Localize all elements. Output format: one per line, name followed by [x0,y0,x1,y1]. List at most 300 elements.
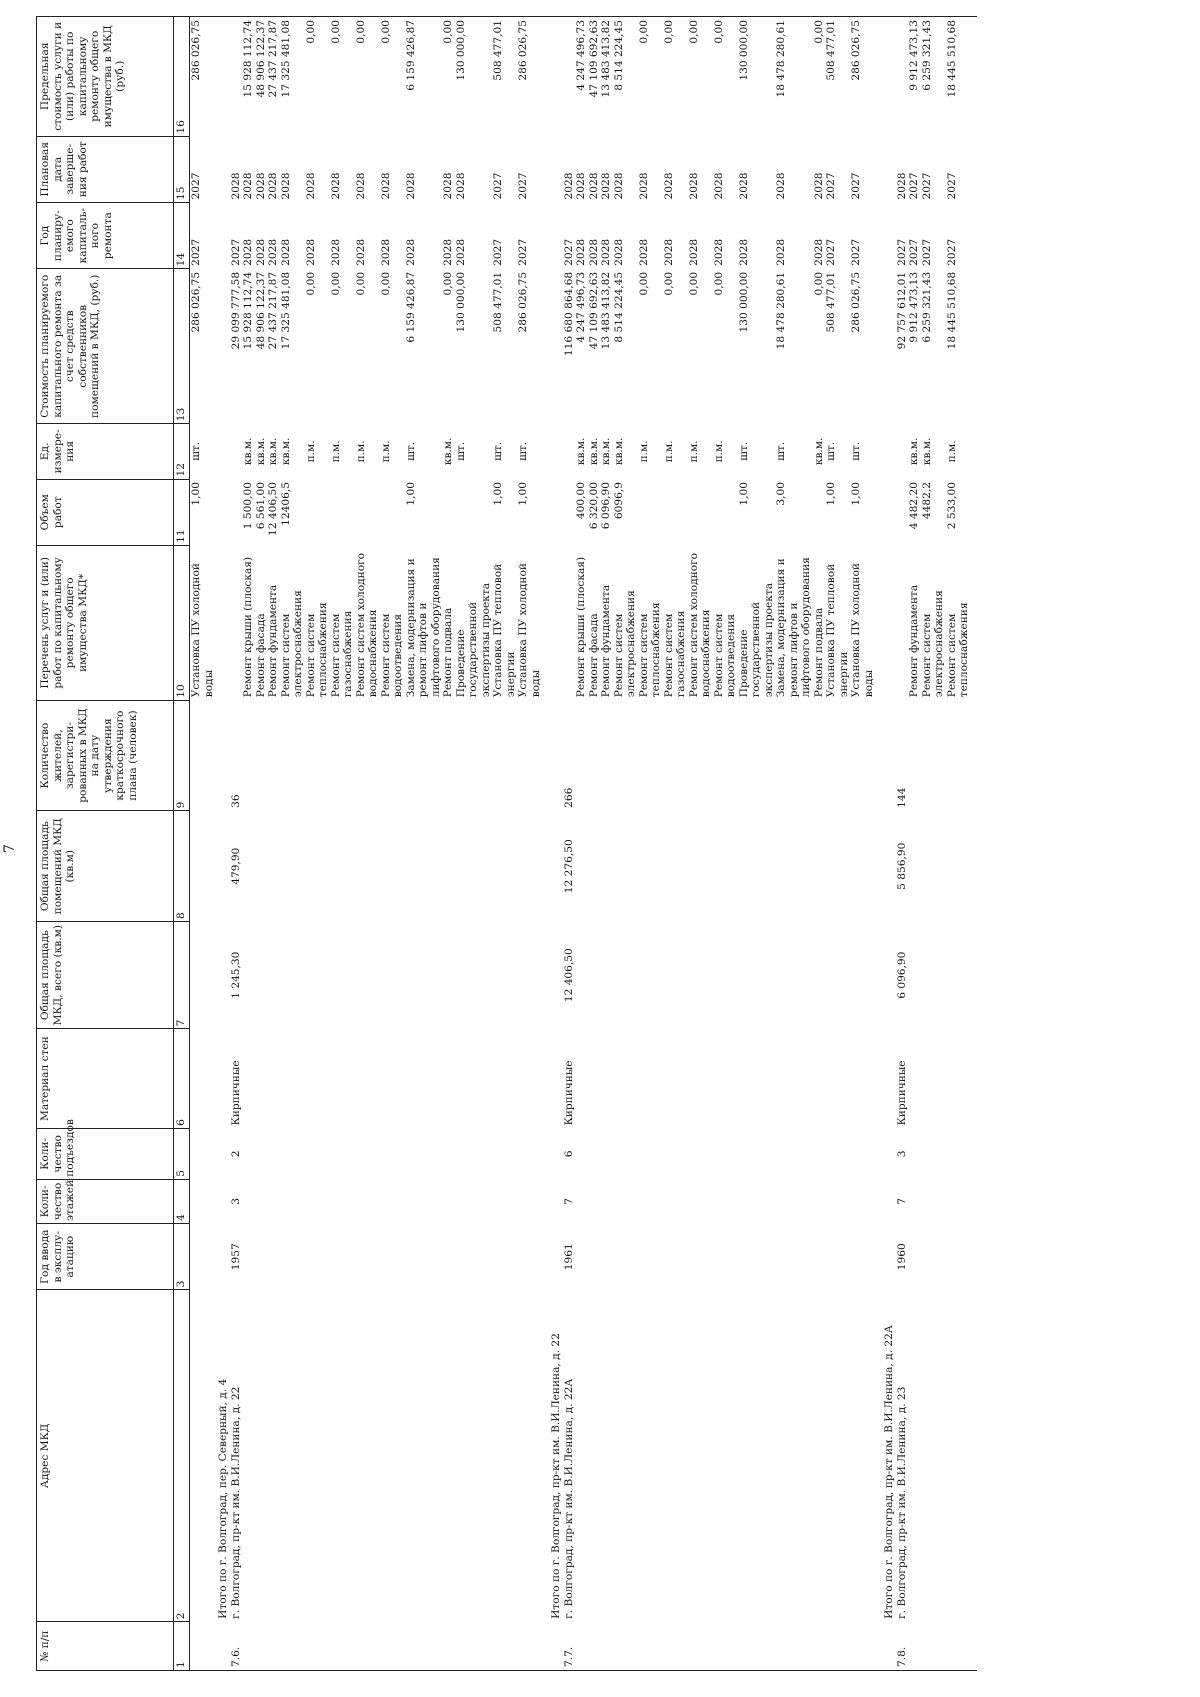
column-number: 13 [174,269,190,424]
empty-cell [405,1290,443,1622]
empty-cell [971,269,977,424]
work-name: Ремонт систем газоснабжения [329,610,354,698]
empty-cell [881,202,896,268]
work-unit: кв.м. [812,437,825,466]
empty-cell [517,1290,542,1622]
work-year: 2028 [279,238,292,266]
empty-cell [190,811,216,922]
work-year: 2028 [575,238,587,266]
empty-cell [881,1128,896,1179]
work-row [638,17,663,1671]
empty-cell [638,811,663,922]
empty-cell [517,700,542,811]
empty-cell [688,811,713,922]
work-unit: шт. [825,441,837,461]
work-year: 2028 [442,238,454,266]
empty-cell [713,811,738,922]
work-row [713,17,738,1671]
column-number: 7 [174,922,190,1029]
empty-cell [971,1224,977,1290]
empty-cell [492,922,517,1029]
empty-cell [881,922,896,1029]
work-name: Ремонт систем электроснабжения [279,590,304,698]
empty-cell [517,1224,542,1290]
work-row [775,17,813,1671]
work-year: 2027 [190,238,202,266]
house-area-rooms: 5 856,90 [895,842,908,890]
empty-cell [548,136,563,202]
work-cost: 0,00 [712,271,725,296]
empty-cell [881,136,896,202]
work-name: Ремонт подвала [442,607,454,698]
work-year: 2028 [812,238,825,266]
work-name: Ремонт фундамента [908,584,920,698]
work-volume [305,479,330,545]
empty-cell [455,1224,493,1290]
work-cost: 0,00 [662,271,675,296]
empty-cell [638,700,663,811]
empty-cell [215,700,230,811]
empty-cell [850,1290,875,1622]
empty-cell [563,545,576,700]
house-residents: 266 [562,787,575,808]
empty-cell [215,1224,230,1290]
empty-cell [908,1224,921,1290]
work-date: 2028 [404,172,417,200]
empty-cell [850,811,875,922]
work-cost: 0,00 [442,271,454,296]
house-number: 7.7. [563,1622,576,1671]
work-unit: кв.м. [267,437,279,466]
empty-cell [267,1179,280,1223]
empty-cell [813,922,826,1029]
work-cost: 17 325 481,08 [279,271,292,350]
empty-cell [971,922,977,1029]
work-volume [813,479,826,545]
empty-cell [280,811,305,922]
work-unit: п.м. [304,440,317,463]
empty-cell [713,1128,738,1179]
empty-cell [908,1029,921,1129]
work-date: 2028 [454,172,467,200]
work-unit: кв.м. [575,437,587,466]
work-name: Ремонт фасада [587,613,600,698]
empty-cell [825,700,850,811]
empty-cell [738,1029,776,1129]
house-material: Кирпичные [562,1060,575,1126]
column-header: Общая площадь МКД, всего (кв.м) [37,922,174,1029]
empty-cell [638,922,663,1029]
work-name: Ремонт систем водоотведения [712,613,737,698]
work-unit: кв.м. [279,437,292,466]
work-date: 2028 [737,172,750,200]
house-address: г. Волгоград, пр-кт им. В.И.Ленина, д. 23 [895,1386,908,1619]
empty-cell [442,1029,455,1129]
empty-cell [405,1224,443,1290]
empty-cell [600,922,613,1029]
empty-cell [613,922,638,1029]
empty-cell [280,1290,305,1622]
work-volume [688,479,713,545]
empty-cell [215,1179,230,1223]
empty-cell [713,700,738,811]
work-name: Замена, модернизация и ремонт лифтов и лифтового оборудования [404,557,442,698]
work-row [825,17,850,1671]
empty-cell [775,922,813,1029]
work-row [455,17,493,1671]
empty-cell [896,17,909,137]
empty-cell [896,479,909,545]
house-cost-total: 116 680 864,68 [562,271,575,357]
empty-cell [588,1622,601,1671]
empty-cell [215,424,230,479]
empty-cell [688,1029,713,1129]
empty-cell [908,811,921,922]
empty-cell [455,1290,493,1622]
work-limit: 0,00 [663,17,688,137]
empty-cell [921,1622,946,1671]
work-volume: 6096,9 [612,482,625,520]
empty-cell [230,17,243,137]
empty-cell [215,922,230,1029]
work-year: 2027 [945,238,958,266]
work-limit: 0,00 [813,17,826,137]
empty-cell [267,811,280,922]
work-year: 2027 [908,238,920,266]
house-row [230,17,243,1671]
work-year: 2027 [920,238,933,266]
house-number: 7.8. [896,1622,909,1671]
work-name: Ремонт систем электроснабжения [612,590,637,698]
empty-cell [330,922,355,1029]
work-year: 2027 [492,238,504,266]
empty-cell [548,424,563,479]
empty-cell [305,1179,330,1223]
empty-cell [881,1224,896,1290]
work-date: 2028 [612,172,625,200]
empty-cell [575,1224,588,1290]
empty-cell [517,922,542,1029]
empty-cell [380,922,405,1029]
empty-cell [638,1179,663,1223]
work-cost: 0,00 [329,271,342,296]
empty-cell [663,1179,688,1223]
house-entrances: 2 [229,1150,242,1158]
work-name: Ремонт систем теплоснабжения [945,602,970,698]
empty-cell [600,1179,613,1223]
empty-cell [563,17,576,137]
empty-cell [908,1622,921,1671]
empty-cell [215,811,230,922]
empty-cell [330,1179,355,1223]
empty-cell [638,1128,663,1179]
empty-cell [280,1179,305,1223]
empty-cell [267,1128,280,1179]
empty-cell [455,1179,493,1223]
empty-cell [215,545,230,700]
empty-cell [355,1290,380,1622]
empty-cell [813,1128,826,1179]
work-volume: 6 320,00 [587,482,600,530]
total-label: Итого по г. Волгоград, пр-кт им. В.И.Ленина, д. 22А [883,1325,895,1619]
empty-cell [355,1029,380,1129]
work-date: 2027 [908,172,920,200]
empty-cell [215,479,230,545]
work-date: 2028 [600,172,612,200]
work-volume: 1,00 [850,482,862,506]
work-row [613,17,638,1671]
house-area-rooms: 12 276,50 [562,839,575,894]
empty-cell [588,1290,601,1622]
column-header: № п/п [37,1622,174,1671]
empty-cell [600,700,613,811]
column-header: Адрес МКД [37,1290,174,1622]
work-unit: кв.м. [254,437,267,466]
work-unit: п.м. [945,440,958,463]
empty-cell [688,922,713,1029]
work-volume: 1 500,00 [242,482,254,530]
empty-cell [825,922,850,1029]
work-year: 2028 [687,238,700,266]
empty-cell [548,1029,563,1129]
work-limit: 13 483 413,82 [600,17,613,137]
empty-cell [492,1622,517,1671]
work-limit: 0,00 [380,17,405,137]
empty-cell [548,1622,563,1671]
empty-cell [190,1290,216,1622]
column-number: 4 [174,1179,190,1223]
work-volume [663,479,688,545]
work-date: 2028 [354,172,367,200]
work-row [600,17,613,1671]
empty-cell [242,1128,255,1179]
work-year: 2028 [329,238,342,266]
empty-cell [738,1622,776,1671]
empty-cell [355,811,380,922]
empty-cell [442,1224,455,1290]
work-row [190,17,216,1671]
empty-cell [881,424,896,479]
empty-cell [613,1029,638,1129]
empty-cell [380,700,405,811]
empty-cell [825,1224,850,1290]
empty-cell [405,1179,443,1223]
work-name: Установка ПУ холодной воды [850,563,875,698]
empty-cell [881,1179,896,1223]
empty-cell [881,1622,896,1671]
work-year: 2028 [712,238,725,266]
empty-cell [825,1622,850,1671]
empty-cell [405,811,443,922]
empty-cell [255,1179,268,1223]
empty-cell [255,1290,268,1622]
total-row [215,17,230,1671]
work-volume [442,479,455,545]
table-body [190,17,977,1671]
work-row [575,17,588,1671]
work-year: 2027 [850,238,862,266]
empty-cell [588,811,601,922]
house-area-total: 12 406,50 [562,948,575,1003]
work-date: 2028 [775,172,787,200]
empty-cell [280,1029,305,1129]
empty-cell [825,1290,850,1622]
column-header: Предельная стоимость услуги и (или) работы по капитальному ремонту общего имущества в МКД (руб.) [37,17,174,137]
work-limit: 0,00 [713,17,738,137]
empty-cell [946,811,971,922]
work-cost: 286 026,75 [850,271,862,333]
column-number: 3 [174,1224,190,1290]
column-header: Количество жителей, зарегистри-рованных в МКД на дату утверждения краткосрочного плана (человек) [37,700,174,811]
empty-cell [230,545,243,700]
empty-cell [813,1029,826,1129]
empty-cell [971,700,977,811]
work-date: 2027 [492,172,504,200]
empty-cell [713,922,738,1029]
total-row [548,17,563,1671]
column-number: 12 [174,424,190,479]
empty-cell [380,1622,405,1671]
empty-cell [588,1029,601,1129]
work-name: Ремонт фасада [254,613,267,698]
empty-cell [971,1128,977,1179]
empty-cell [600,1128,613,1179]
column-header: Год планиру-емого капиталь-ного ремонта [37,202,174,268]
work-cost: 15 928 112,74 [242,271,254,350]
empty-cell [455,1029,493,1129]
work-row [738,17,776,1671]
empty-cell [575,1290,588,1622]
empty-cell [190,1128,216,1179]
empty-cell [850,1224,875,1290]
empty-cell [442,1290,455,1622]
work-volume [455,479,493,545]
empty-cell [775,1179,813,1223]
empty-cell [492,1179,517,1223]
empty-cell [946,1029,971,1129]
empty-cell [215,136,230,202]
empty-cell [242,1290,255,1622]
work-limit: 6 159 426,87 [405,17,443,137]
work-name: Замена, модернизация и ремонт лифтов и лифтового оборудования [775,557,812,698]
work-name: Ремонт систем газоснабжения [662,610,687,698]
empty-cell [492,1224,517,1290]
work-unit: п.м. [687,440,700,463]
column-number: 9 [174,700,190,811]
house-material: Кирпичные [229,1060,242,1126]
empty-cell [355,1224,380,1290]
empty-cell [896,545,909,700]
work-row [330,17,355,1671]
empty-cell [267,1224,280,1290]
empty-cell [330,700,355,811]
column-number: 2 [174,1290,190,1622]
work-volume [380,479,405,545]
work-name: Ремонт фундамента [600,584,612,698]
work-row [850,17,875,1671]
empty-cell [775,1128,813,1179]
empty-cell [881,545,896,700]
work-volume: 1,00 [404,482,417,506]
empty-cell [850,1622,875,1671]
empty-cell [850,922,875,1029]
empty-cell [638,1029,663,1129]
empty-cell [280,1128,305,1179]
work-unit: п.м. [662,440,675,463]
empty-cell [775,700,813,811]
empty-cell [380,1179,405,1223]
work-unit: кв.м. [908,437,920,466]
empty-cell [713,1290,738,1622]
empty-cell [971,545,977,700]
empty-cell [921,700,946,811]
work-date: 2027 [850,172,862,200]
empty-cell [946,1622,971,1671]
empty-cell [921,1128,946,1179]
empty-cell [330,1128,355,1179]
empty-cell [563,479,576,545]
work-unit: шт. [404,441,417,461]
empty-cell [455,811,493,922]
empty-cell [242,1179,255,1223]
empty-cell [190,1029,216,1129]
house-floors: 7 [562,1198,575,1205]
empty-cell [267,1290,280,1622]
work-volume: 2 533,00 [945,482,958,530]
empty-cell [946,1179,971,1223]
empty-cell [305,1224,330,1290]
empty-cell [971,479,977,545]
empty-cell [190,1179,216,1223]
work-cost: 0,00 [354,271,367,296]
empty-cell [405,1128,443,1179]
empty-cell [588,1224,601,1290]
empty-cell [242,811,255,922]
empty-cell [850,1128,875,1179]
work-volume: 12406,5 [279,482,292,526]
work-date: 2028 [662,172,675,200]
house-total-date: 2028 [229,172,242,200]
empty-cell [242,700,255,811]
empty-cell [230,424,243,479]
work-row [380,17,405,1671]
column-number: 15 [174,136,190,202]
work-cost: 0,00 [637,271,650,296]
work-cost: 0,00 [812,271,825,296]
empty-cell [548,17,563,137]
empty-cell [442,700,455,811]
work-volume: 400,00 [575,482,587,520]
work-name: Проведение государственной экспертизы проекта [454,582,492,698]
work-year: 2028 [354,238,367,266]
work-date: 2028 [637,172,650,200]
work-volume [638,479,663,545]
empty-cell [713,1179,738,1223]
work-year: 2028 [267,238,279,266]
empty-cell [330,811,355,922]
empty-cell [548,1128,563,1179]
work-row [242,17,255,1671]
empty-cell [355,1179,380,1223]
work-date: 2028 [279,172,292,200]
empty-cell [971,1179,977,1223]
work-row [663,17,688,1671]
empty-cell [492,1029,517,1129]
work-name: Ремонт подвала [812,607,825,698]
empty-cell [613,1179,638,1223]
work-cost: 6 259 321,43 [920,271,933,343]
empty-cell [738,922,776,1029]
